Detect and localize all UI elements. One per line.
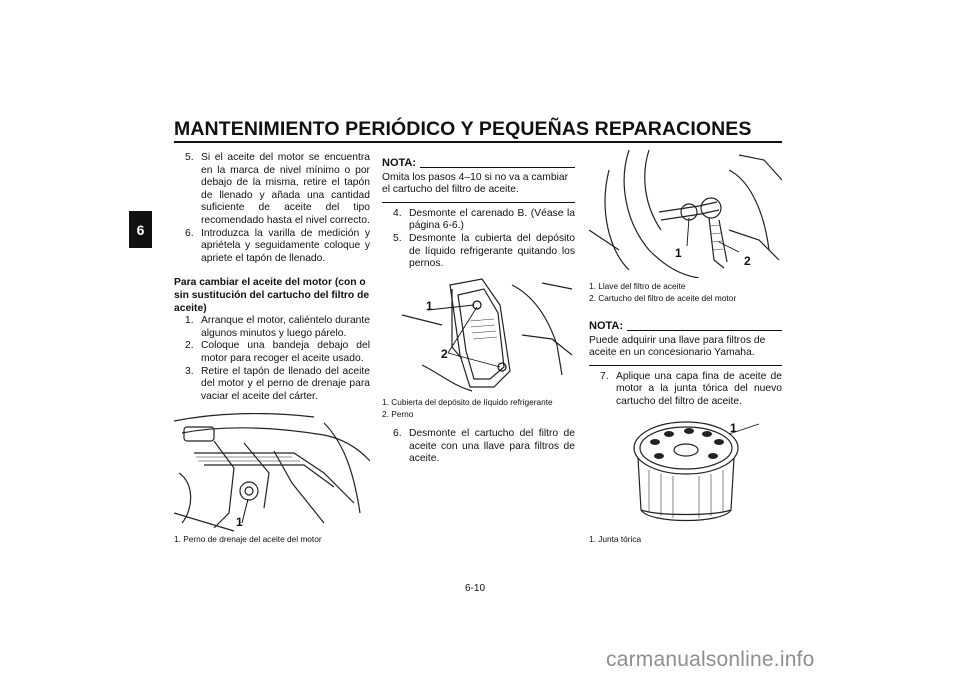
figure-caption-2: 2. Cartucho del filtro de aceite del motor	[589, 293, 737, 303]
figure-drain-bolt	[174, 413, 370, 533]
figure-caption-2: 2. Perno	[382, 409, 414, 419]
step-5: 5. Si el aceite del motor se encuentra en la marca de nivel mínimo o por debajo de la misma, retire el tapón de llenado y añada una cantidad suficiente de aceite del tipo recomendado hasta el nivel correcto.	[185, 152, 370, 226]
page-title: MANTENIMIENTO PERIÓDICO Y PEQUEÑAS REPARACIONES	[174, 118, 752, 140]
watermark: carmanualsonline.info	[606, 648, 815, 671]
callout-1: 1	[236, 515, 243, 529]
step-5b: 5. Desmonte la cubierta del depósito de líquido refrigerante quitando los pernos.	[393, 232, 575, 270]
column-2-bottom	[382, 428, 575, 466]
nota-heading: NOTA:	[382, 157, 575, 170]
step-6b: 6. Desmonte el cartucho del filtro de aceite con una llave para filtros de aceite.	[393, 428, 575, 465]
nota-text: Puede adquirir una llave para filtros de aceite en un concesionario Yamaha.	[589, 334, 766, 359]
step-4: 4. Desmonte el carenado B. (Véase la página 6-6.)	[393, 207, 575, 232]
figure-oil-filter	[589, 412, 782, 530]
drain-bolt-illustration	[174, 413, 370, 533]
figure-caption: 1. Perno de drenaje del aceite del motor	[174, 534, 322, 544]
callout-1: 1	[426, 299, 433, 313]
figure-filter-wrench	[589, 150, 782, 278]
page-number: 6-10	[465, 583, 486, 594]
coolant-cover-illustration	[382, 275, 575, 393]
callout-2: 2	[744, 254, 751, 268]
step-6: 6. Introduzca la varilla de medición y apriételа y seguidamente coloque y apriete el tapón de llenado.	[185, 227, 370, 264]
callout-2: 2	[441, 347, 448, 361]
filter-wrench-illustration	[589, 150, 782, 278]
callout-1: 1	[730, 421, 737, 435]
chapter-tab: 6	[129, 211, 152, 248]
step-2: 2. Coloque una bandeja debajo del motor para recoger el aceite usado.	[185, 340, 370, 364]
oil-filter-illustration	[589, 412, 782, 530]
nota-text: Omita los pasos 4–10 si no va a cambiar el cartucho del filtro de aceite.	[382, 171, 569, 196]
column-2	[382, 157, 575, 271]
section-heading: Para cambiar el aceite del motor (con o sin sustitución del cartucho del filtro de aceite)	[174, 277, 370, 314]
nota-divider	[589, 365, 782, 366]
figure-caption-1: 1. Llave del filtro de aceite	[589, 281, 686, 291]
nota-divider	[382, 202, 575, 203]
step-1: 1. Arranque el motor, caliéntelo durante algunos minutos y luego párelo.	[185, 315, 370, 339]
nota-heading: NOTA:	[589, 320, 782, 333]
callout-1: 1	[675, 246, 682, 260]
step-3: 3. Retire el tapón de llenado del aceite del motor y el perno de drenaje para vaciar el aceite del cárter.	[185, 365, 370, 402]
title-rule	[174, 141, 782, 143]
column-1	[174, 152, 370, 403]
column-3	[589, 320, 782, 409]
figure-coolant-cover	[382, 275, 575, 393]
figure-caption: 1. Junta tórica	[589, 534, 642, 544]
step-7: 7. Aplique una capa fina de aceite de motor a la junta tórica del nuevo cartucho del filtro de aceite.	[600, 370, 782, 407]
figure-caption-1: 1. Cubierta del depósito de líquido refrigerante	[382, 397, 553, 407]
